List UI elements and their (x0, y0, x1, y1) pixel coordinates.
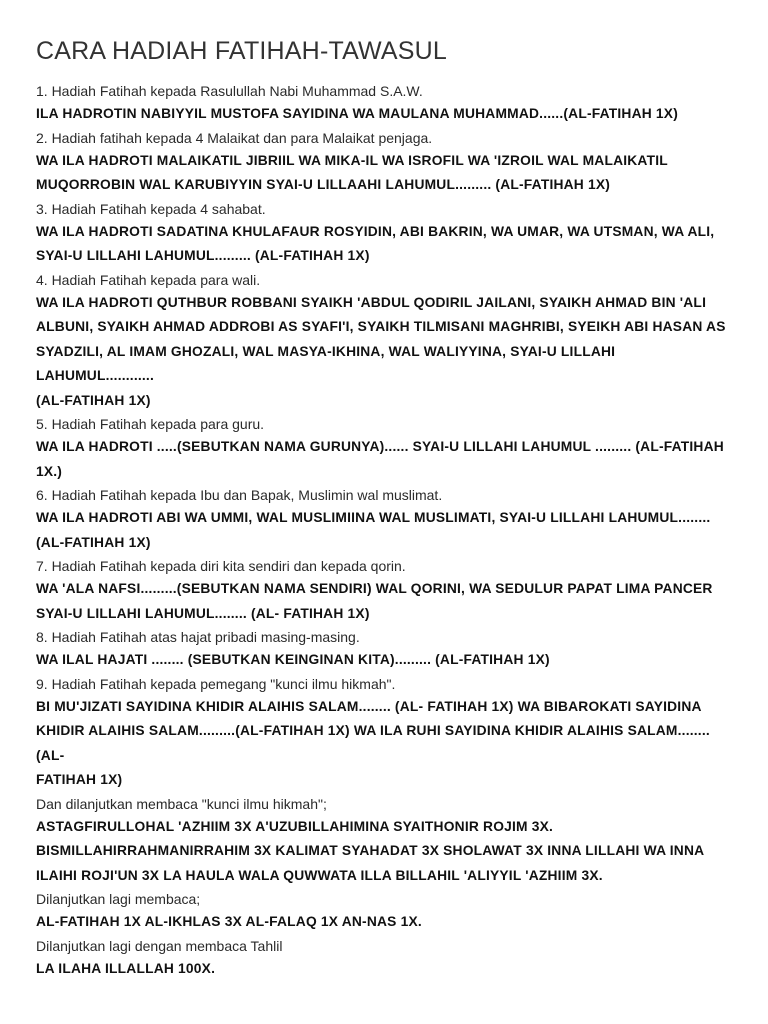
prayer-line: ILA HADROTIN NABIYYIL MUSTOFA SAYIDINA WA MAULANA MUHAMMAD......(AL-FATIHAH 1X) (36, 106, 679, 121)
prayer-line: WA ILA HADROTI SADATINA KHULAFAUR ROSYIDIN, ABI BAKRIN, WA UMAR, WA UTSMAN, WA ALI, (36, 223, 715, 239)
page-title: CARA HADIAH FATIHAH-TAWASUL (36, 37, 448, 65)
instruction-text: 6. Hadiah Fatihah kepada Ibu dan Bapak, Muslimin wal muslimat. (36, 487, 443, 503)
instruction-text: 5. Hadiah Fatihah kepada para guru. (36, 416, 265, 432)
prayer-line: WA ILA HADROTI MALAIKATIL JIBRIIL WA MIKA-IL WA ISROFIL WA 'IZROIL WAL MALAIKATIL (36, 152, 668, 168)
instruction-text: 2. Hadiah fatihah kepada 4 Malaikat dan para Malaikat penjaga. (36, 129, 433, 146)
prayer-line: AL-FATIHAH 1X AL-IKHLAS 3X AL-FALAQ 1X AN-NAS 1X. (36, 914, 422, 929)
prayer-line: 1X.) (36, 463, 63, 479)
prayer-line: SYAI-U LILLAHI LAHUMUL......... (AL-FATIHAH 1X) (36, 248, 370, 263)
prayer-line: KHIDIR ALAIHIS SALAM.........(AL-FATIHAH 1X) WA ILA RUHI SAYIDINA KHIDIR ALAIHIS SALAM........(AL- (36, 723, 710, 763)
prayer-line: BI MU'JIZATI SAYIDINA KHIDIR ALAIHIS SALAM........ (AL- FATIHAH 1X) WA BIBAROKATI SAYIDINA (36, 698, 702, 714)
prayer-line: WA ILAL HAJATI ........ (SEBUTKAN KEINGINAN KITA)......... (AL-FATIHAH 1X) (36, 652, 550, 667)
prayer-line: ALBUNI, SYAIKH AHMAD ADDROBI AS SYAFI'I, SYAIKH TILMISANI MAGHRIBI, SYEIKH ABI HASAN AS (36, 319, 726, 334)
instruction-text: Dilanjutkan lagi membaca; (36, 891, 201, 907)
prayer-line: BISMILLAHIRRAHMANIRRAHIM 3X KALIMAT SYAHADAT 3X SHOLAWAT 3X INNA LILLAHI WA INNA (36, 843, 705, 858)
prayer-line: SYAI-U LILLAHI LAHUMUL........ (AL- FATIHAH 1X) (36, 605, 370, 621)
prayer-line: SYADZILI, AL IMAM GHOZALI, WAL MASYA-IKHINA, WAL WALIYYINA, SYAI-U LILLAHI LAHUMUL............ (36, 343, 616, 383)
prayer-line: WA ILA HADROTI .....(SEBUTKAN NAMA GURUNYA)...... SYAI-U LILLAHI LAHUMUL ......... (AL-FATIHAH (36, 439, 724, 454)
prayer-line: (AL-FATIHAH 1X) (36, 534, 151, 550)
prayer-line: MUQORROBIN WAL KARUBIYYIN SYAI-U LILLAAHI LAHUMUL......... (AL-FATIHAH 1X) (36, 177, 611, 192)
instruction-text: 3. Hadiah Fatihah kepada 4 sahabat. (36, 200, 266, 217)
document-body (36, 80, 732, 981)
prayer-line: WA ILA HADROTI QUTHBUR ROBBANI SYAIKH 'ABDUL QODIRIL JAILANI, SYAIKH AHMAD BIN 'ALI (36, 294, 707, 310)
instruction-text: 8. Hadiah Fatihah atas hajat pribadi masing-masing. (36, 629, 360, 645)
prayer-line: (AL-FATIHAH 1X) (36, 392, 151, 408)
instruction-text: 9. Hadiah Fatihah kepada pemegang "kunci ilmu hikmah". (36, 675, 396, 692)
prayer-line: FATIHAH 1X) (36, 772, 123, 787)
prayer-line: ILAIHI ROJI'UN 3X LA HAULA WALA QUWWATA ILLA BILLAHIL 'ALIYYIL 'AZHIIM 3X. (36, 867, 603, 883)
prayer-line: ASTAGFIRULLOHAL 'AZHIIM 3X A'UZUBILLAHIMINA SYAITHONIR ROJIM 3X. (36, 818, 554, 834)
instruction-text: 1. Hadiah Fatihah kepada Rasulullah Nabi Muhammad S.A.W. (36, 83, 423, 99)
prayer-line: LA ILAHA ILLALLAH 100X. (36, 960, 216, 976)
instruction-text: 4. Hadiah Fatihah kepada para wali. (36, 271, 261, 288)
instruction-text: 7. Hadiah Fatihah kepada diri kita sendiri dan kepada qorin. (36, 558, 406, 574)
prayer-line: WA ILA HADROTI ABI WA UMMI, WAL MUSLIMIINA WAL MUSLIMATI, SYAI-U LILLAHI LAHUMUL........ (36, 510, 711, 525)
instruction-text: Dan dilanjutkan membaca "kunci ilmu hikmah"; (36, 795, 327, 812)
prayer-line: WA 'ALA NAFSI.........(SEBUTKAN NAMA SENDIRI) WAL QORINI, WA SEDULUR PAPAT LIMA PANCER (36, 581, 713, 596)
instruction-text: Dilanjutkan lagi dengan membaca Tahlil (36, 937, 283, 954)
